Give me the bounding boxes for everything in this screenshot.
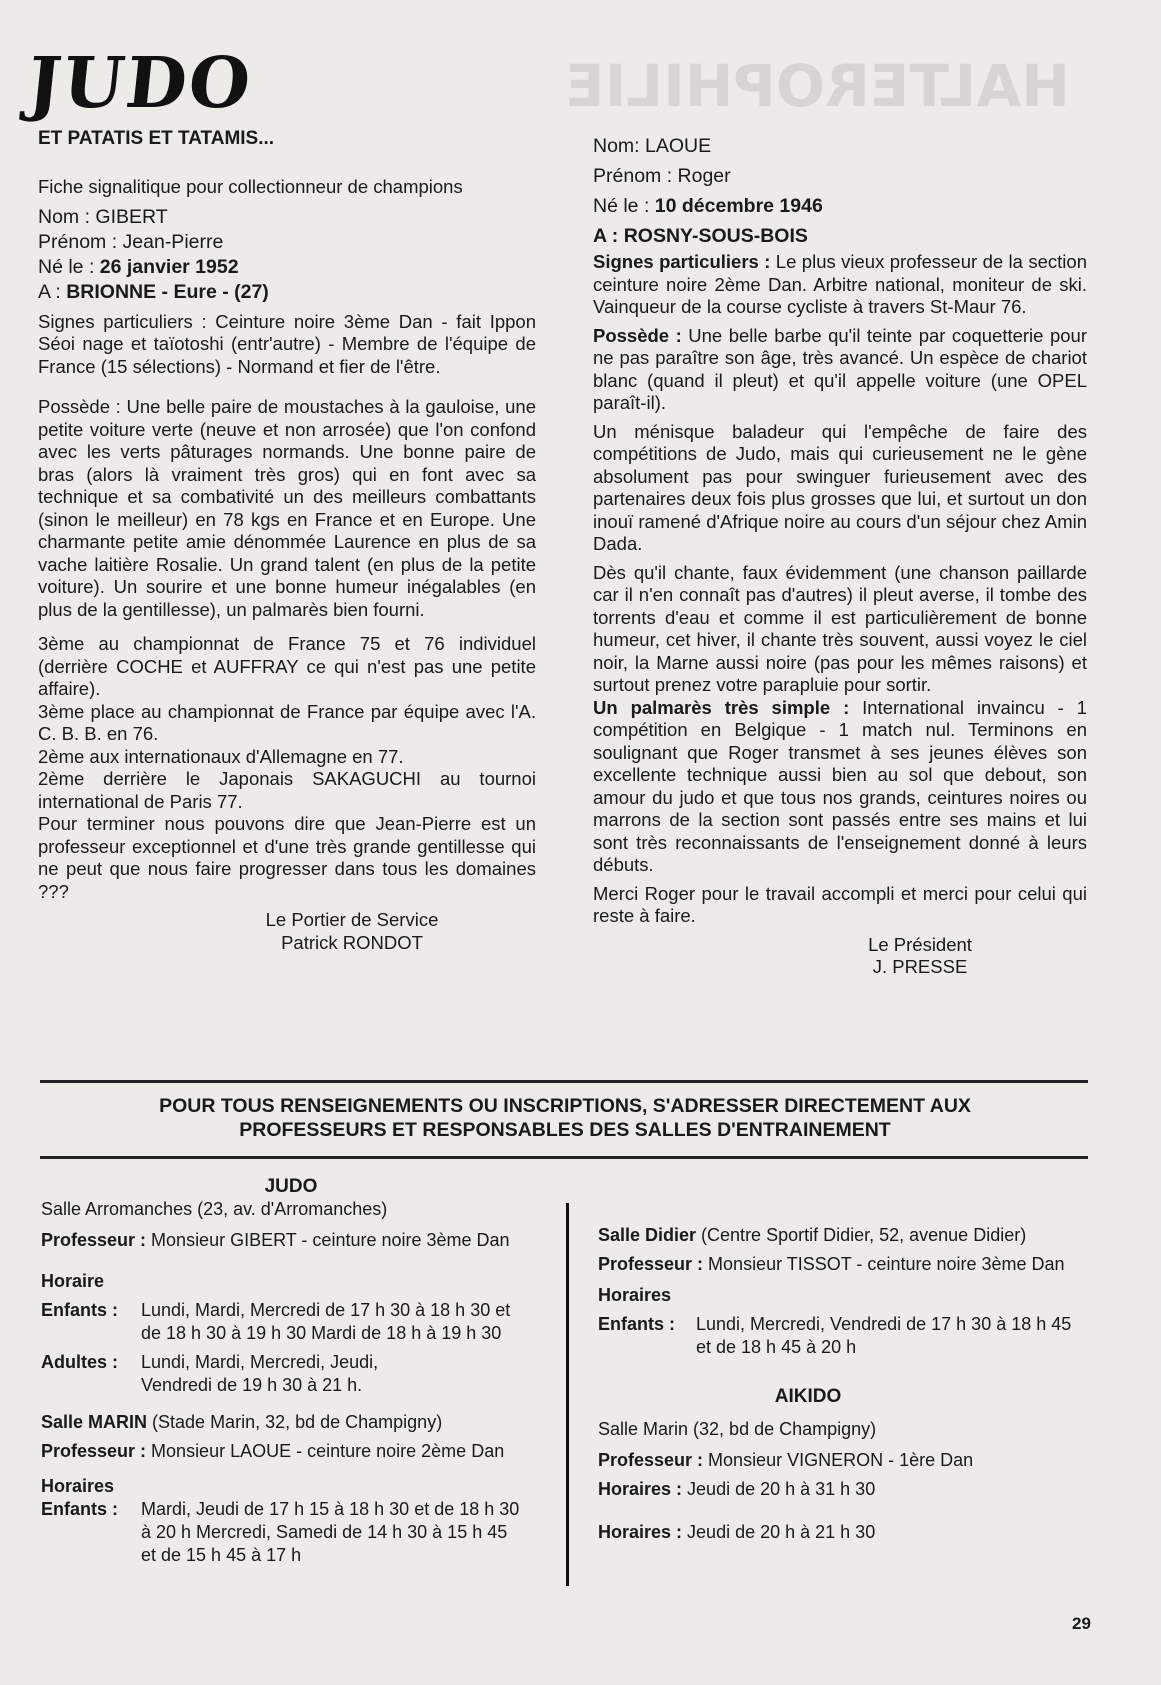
signes-laoue: Signes particuliers : Le plus vieux professeur de la section ceinture noire 2ème Dan. Arbitre national, moniteur de ski. Vainqueur de la course cycliste à travers St-Maur 76. bbox=[593, 251, 1087, 317]
signes-gibert: Signes particuliers : Ceinture noire 3ème Dan - fait Ippon Séoi nage et taïotoshi (entr'autre) - Membre de l'équipe de France (15 sélections) - Normand et fier de l'être. bbox=[38, 310, 536, 377]
birthdate-gibert: Né le : 26 janvier 1952 bbox=[38, 255, 239, 278]
salle-marin: Salle MARIN (Stade Marin, 32, bd de Champigny) bbox=[41, 1412, 443, 1432]
divider-top bbox=[40, 1080, 1088, 1083]
signature-name: Patrick RONDOT bbox=[281, 931, 423, 953]
left-column bbox=[38, 176, 536, 954]
prenom-gibert: Prénom : Jean-Pierre bbox=[38, 230, 224, 253]
prof-gibert: Professeur : Monsieur GIBERT - ceinture noire 3ème Dan bbox=[41, 1230, 510, 1250]
palmares-3: 2ème aux internationaux d'Allemagne en 77. bbox=[38, 745, 404, 767]
birthdate-laoue: Né le : 10 décembre 1946 bbox=[593, 195, 823, 217]
page-title: JUDO bbox=[23, 41, 257, 124]
salle-marin-aikido: Salle Marin (32, bd de Champigny) bbox=[598, 1419, 877, 1439]
bleed-through-text: HALTEROPHILIE bbox=[565, 52, 1070, 120]
column-divider bbox=[566, 1203, 569, 1586]
salle-arromanches: Salle Arromanches (23, av. d'Arromanches) bbox=[41, 1199, 388, 1219]
schedule-right bbox=[598, 1224, 1098, 1544]
palmares-4: 2ème derrière le Japonais SAKAGUCHI au tournoi international de Paris 77. bbox=[38, 768, 536, 812]
birthplace-laoue: A : ROSNY-SOUS-BOIS bbox=[593, 225, 808, 247]
enfants-row-1: Enfants : Lundi, Mardi, Mercredi de 17 h 30 à 18 h 30 et de 18 h 30 à 19 h 30 Mardi de 18 h à 19 h 30 bbox=[41, 1300, 511, 1343]
horaires-aikido-1: Horaires : Jeudi de 20 h à 31 h 30 bbox=[598, 1479, 876, 1499]
article-subtitle: ET PATATIS ET TATAMIS... bbox=[38, 128, 275, 149]
schedule-left bbox=[41, 1175, 541, 1567]
intro-text: Fiche signalitique pour collectionneur de champions bbox=[38, 176, 463, 197]
prenom-laoue: Prénom : Roger bbox=[593, 165, 731, 187]
menisque-text: Un ménisque baladeur qui l'empêche de faire des compétitions de Judo, mais qui curieusement ne le gène absolument pas pour swinguer furieusement avec des partenaires deux fois plus grosses que lui, et surtout un don inouï ramené d'Afrique noire au cours d'un séjour chez Amin Dada. bbox=[593, 420, 1087, 554]
palmares-1: 3ème au championnat de France 75 et 76 individuel (derrière COCHE et AUFFRAY ce qui n'est pas une petite affaire). bbox=[38, 633, 536, 699]
signature-role: Le Portier de Service bbox=[265, 909, 439, 930]
chante-text: Dès qu'il chante, faux évidemment (une chanson paillarde car il n'en connaît pas d'autres) il pleut averse, il tombe des torrents d'eau et comme il est particulièrement de bonne humeur, cet hiver, il chante très souvent, aussi voyez le ciel noir, la Marne aussi noire (pas pour les mêmes raisons) et surtout prenez votre parapluie pour sortir. bbox=[593, 561, 1087, 695]
palmares-2: 3ème place au championnat de France par équipe avec l'A. C. B. B. en 76. bbox=[38, 700, 536, 744]
judo-schedule-title: JUDO bbox=[264, 1176, 318, 1197]
merci-text: Merci Roger pour le travail accompli et merci pour celui qui reste à faire. bbox=[593, 882, 1087, 926]
salle-didier: Salle Didier (Centre Sportif Didier, 52, avenue Didier) bbox=[598, 1225, 1027, 1245]
right-column bbox=[593, 131, 1087, 979]
prof-laoue: Professeur : Monsieur LAOUE - ceinture noire 2ème Dan bbox=[41, 1441, 505, 1461]
adultes-row: Adultes : Lundi, Mardi, Mercredi, Jeudi, Vendredi de 19 h 30 à 21 h. bbox=[41, 1352, 379, 1395]
info-banner bbox=[60, 1094, 1070, 1142]
horaires-didier-label: Horaires bbox=[598, 1285, 672, 1305]
prof-tissot: Professeur : Monsieur TISSOT - ceinture noire 3ème Dan bbox=[598, 1254, 1065, 1274]
horaire-label: Horaire bbox=[41, 1271, 105, 1291]
divider-bottom bbox=[40, 1156, 1088, 1159]
enfants-row-2: Enfants : Mardi, Jeudi de 17 h 15 à 18 h 30 et de 18 h 30 à 20 h Mercredi, Samedi de 14 h 30 à 15 h 45 et de 15 h 45 à 17 h bbox=[41, 1499, 520, 1565]
enfants-didier-row: Enfants : Lundi, Mercredi, Vendredi de 17 h 30 à 18 h 45 et de 18 h 45 à 20 h bbox=[598, 1314, 1072, 1357]
banner-line-2: PROFESSEURS ET RESPONSABLES DES SALLES D'ENTRAINEMENT bbox=[239, 1119, 891, 1141]
banner-line-1: POUR TOUS RENSEIGNEMENTS OU INSCRIPTIONS, S'ADRESSER DIRECTEMENT AUX bbox=[159, 1095, 971, 1117]
nom-laoue: Nom: LAOUE bbox=[593, 135, 712, 157]
page-number: 29 bbox=[1072, 1614, 1091, 1633]
conclusion-gibert: Pour terminer nous pouvons dire que Jean-Pierre est un professeur exceptionnel et d'une très grande gentillesse qui ne peut que nous faire progresser dans tous les domaines ??? bbox=[38, 813, 536, 902]
birthplace-gibert: A : BRIONNE - Eure - (27) bbox=[38, 280, 269, 303]
horaires-aikido-2: Horaires : Jeudi de 20 h à 21 h 30 bbox=[598, 1522, 876, 1542]
aikido-title: AIKIDO bbox=[774, 1386, 842, 1407]
horaires-label: Horaires bbox=[41, 1476, 115, 1496]
nom-gibert: Nom : GIBERT bbox=[38, 205, 168, 228]
prof-vigneron: Professeur : Monsieur VIGNERON - 1ère Dan bbox=[598, 1450, 974, 1470]
palmares-laoue: Un palmarès très simple : International invaincu - 1 compétition en Belgique - 1 match nul. Terminons en soulignant que Roger transmet à ses jeunes élèves son excellente technique aussi bien au sol que debout, son amour du judo et que tous nos grands, ceintures noires ou marrons de la section sont passés entre ses mains et lui sont très reconnaissants de l'enseignement donné à leurs débuts. bbox=[593, 696, 1087, 875]
possede-gibert: Possède : Une belle paire de moustaches à la gauloise, une petite voiture verte (neuve et non arrosée) que l'on confond avec les verts pâturages normands. Une bonne paire de bras (alors là vraiment très gros) qui en font avec sa technique et sa combativité un des meilleurs combattants (sinon le meilleur) en 78 kgs en France et en Europe. Une charmante petite amie dénommée Laurence en plus de sa vache laitière Rosalie. Un grand talent (en plus de la petite voiture). Un sourire et une bonne humeur inégalables (en plus de la gentillesse), un palmarès bien fourni. bbox=[38, 396, 536, 620]
possede-laoue: Possède : Une belle barbe qu'il teinte par coquetterie pour ne pas paraître son âge, très avancé. Un espèce de chariot blanc (quand il pleut) et qu'il appelle voiture (une OPEL paraît-il). bbox=[593, 324, 1087, 413]
president-name: J. PRESSE bbox=[872, 956, 968, 977]
president-role: Le Président bbox=[868, 933, 972, 955]
